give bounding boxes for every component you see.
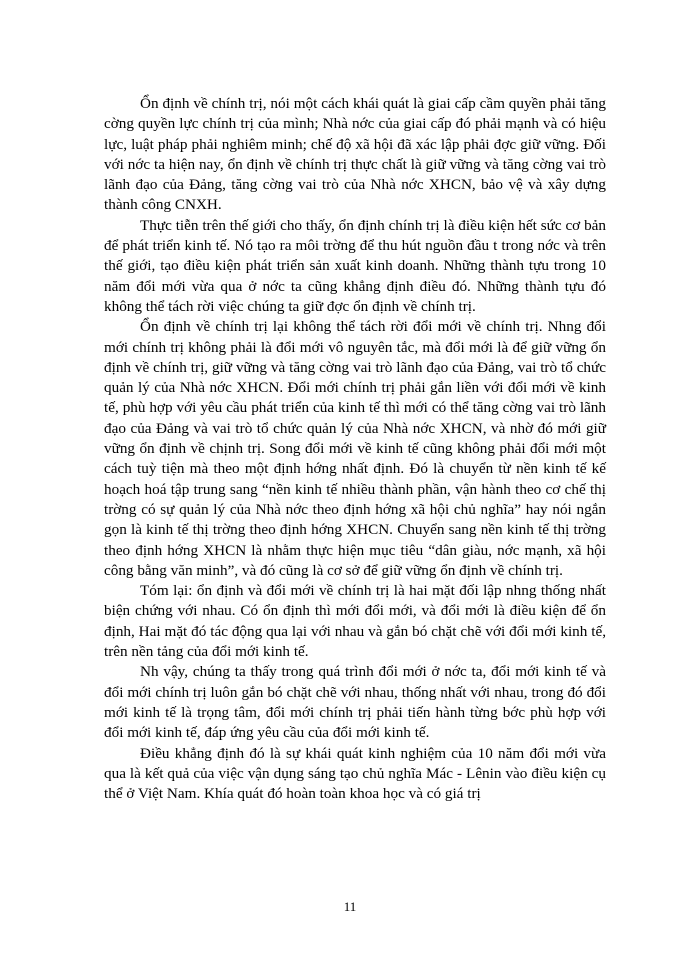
paragraph-summary: Tóm lại: ổn định và đổi mới về chính trị là hai mặt đối lập nhng thống nhất biện chứng với nhau. Có ổn định thì mới đổi mới, và đổi mới là điều kiện để ổn định, Hai mặt đó tác động qua lại với nhau và gắn bó chặt chẽ với đổi mới kinh tế, trên nền tảng của đổi mới kinh tế. — [104, 582, 606, 661]
paragraph-experience: Điều khẳng định đó là sự khái quát kinh nghiệm của 10 năm đổi mới vừa qua là kết quả của việc vận dụng sáng tạo chủ nghĩa Mác - Lênin vào điều kiện cụ thể ở Việt Nam. Khía quát đó hoàn toàn khoa học và có giá trị — [104, 744, 606, 803]
paragraph-political-renewal: Ổn định về chính trị lại không thể tách rời đổi mới về chính trị. Nhng đổi mới chính trị không phải là đổi mới vô nguyên tắc, mà đổi mới là để giữ vững ổn định về chính trị, giữ vững và tăng cờng vai trò lãnh đạo của Đảng, vai trò tổ chức quản lý của Nhà nớc XHCN. Đổi mới chính trị phải gắn liền với đổi mới về kinh tế, phù hợp với yêu cầu phát triển của kinh tế thì mới có thể tăng cờng vai trò lãnh đạo của Đảng và vai trò tổ chức quản lý của Nhà nớc XHCN, và nhờ đó mới giữ vững ổn định về chịnh trị. Song đổi mới về kinh tế cũng không phải đổi mới một cách tuỳ tiện mà theo một định hớng nhất định. Đó là chuyển từ nền kinh tế kế hoạch hoá tập trung sang “nền kinh tế nhiều thành phần, vận hành theo cơ chế thị trờng có sự quản lý của Nhà nớc theo định hớng xã hội chủ nghĩa” hay nói ngắn gọn là kinh tế thị trờng theo định hớng XHCN. Chuyển sang nền kinh tế thị trờng theo định hớng XHCN là nhằm thực hiện mục tiêu “dân giàu, nớc mạnh, xã hội công bằng văn minh”, và đó cũng là cơ sở để giữ vững ổn định về chính trị. — [104, 318, 606, 579]
document-body — [104, 94, 606, 804]
paragraph-political-stability: Ổn định về chính trị, nói một cách khái quát là giai cấp cầm quyền phải tăng cờng quyền lực chính trị của mình; Nhà nớc của giai cấp đó phải mạnh và có hiệu lực, luật pháp phải nghiêm minh; chế độ xã hội đã xác lập phải đợc giữ vững. Đối với nớc ta hiện nay, ổn định về chính trị thực chất là giữ vững và tăng cờng vai trò lãnh đạo của Đảng, tăng cờng vai trò của Nhà nớc XHCN, bảo vệ và xây dựng thành công CNXH. — [104, 95, 606, 214]
page-number: 11 — [343, 899, 357, 914]
paragraph-conclusion: Nh vậy, chúng ta thấy trong quá trình đổi mới ở nớc ta, đổi mới kinh tế và đổi mới chính trị luôn gắn bó chặt chẽ với nhau, thống nhất với nhau, trong đó đổi mới kinh tế là trọng tâm, đổi mới chính trị phải tiến hành từng bớc phù hợp với đổi mới kinh tế, đáp ứng yêu cầu của đổi mới kinh tế. — [104, 663, 606, 742]
paragraph-practical-evidence: Thực tiễn trên thế giới cho thấy, ổn định chính trị là điều kiện hết sức cơ bản để phát triển kinh tế. Nó tạo ra môi trờng để thu hút nguồn đầu t trong nớc và trên thế giới, tạo điều kiện phát triển sản xuất kinh doanh. Những thành tựu trong 10 năm đổi mới vừa qua ở nớc ta cũng khẳng định điều đó. Những thành tựu đó không thể tách rời việc chúng ta giữ đợc ổn định về chính trị. — [104, 216, 606, 315]
